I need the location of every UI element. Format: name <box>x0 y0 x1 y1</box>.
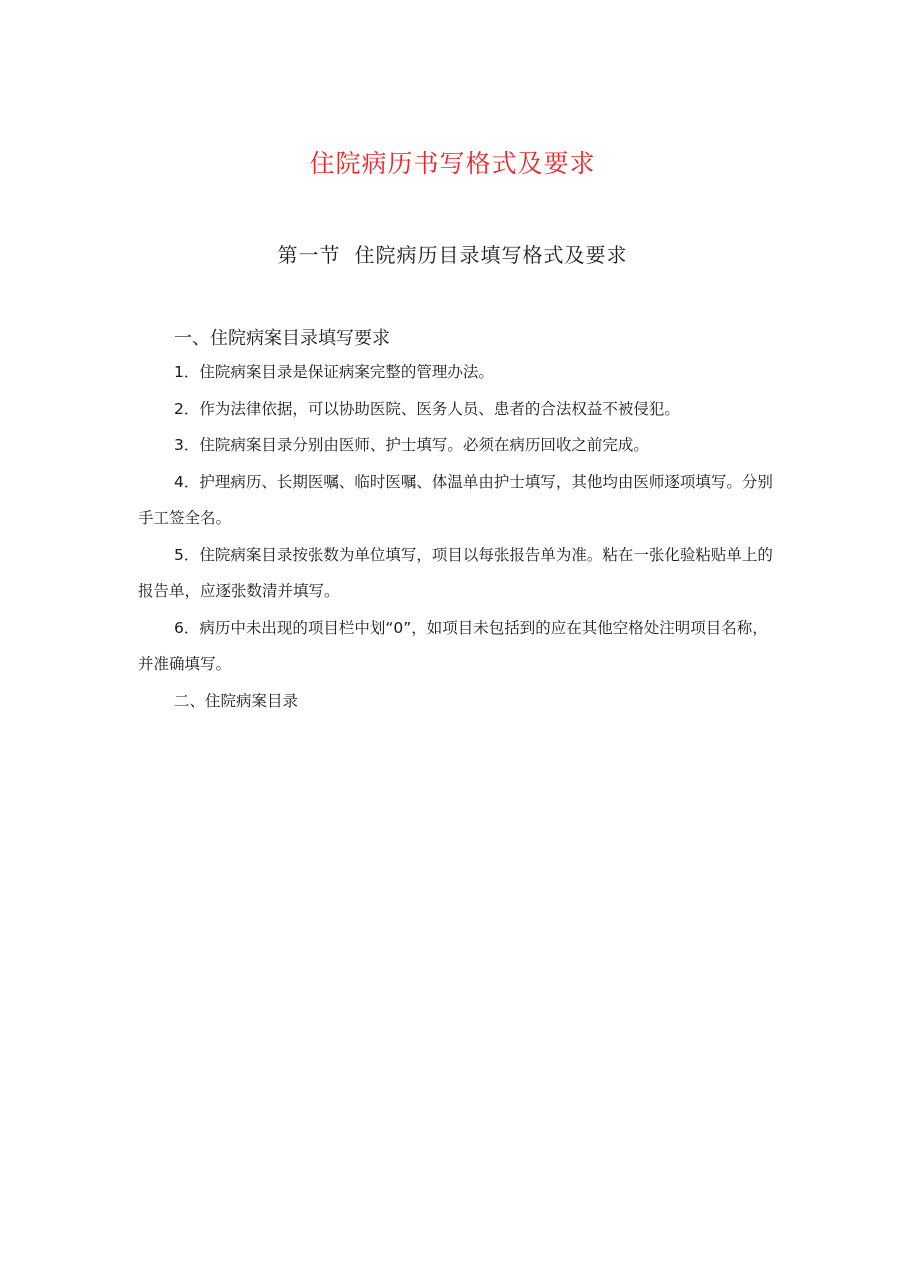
requirement-item-4: 4．护理病历、长期医嘱、临时医嘱、体温单由护士填写，其他均由医师逐项填写。分别手工签全名。 <box>138 472 773 527</box>
section-title: 住院病历目录填写格式及要求 <box>354 243 628 267</box>
requirement-item-5: 5．住院病案目录按张数为单位填写，项目以每张报告单为准。粘在一张化验粘贴单上的报告单，应逐张数清并填写。 <box>138 545 773 600</box>
document-title: 住院病历书写格式及要求 <box>309 149 596 178</box>
requirement-item-3: 3．住院病案目录分别由医师、护士填写。必须在病历回收之前完成。 <box>174 436 649 454</box>
requirement-item-1: 1．住院病案目录是保证病案完整的管理办法。 <box>174 363 494 381</box>
section-heading <box>0 240 905 270</box>
document-body <box>138 324 776 719</box>
subsection-heading-requirements: 一、住院病案目录填写要求 <box>174 328 390 349</box>
section-number: 第一节 <box>277 243 341 267</box>
subsection-heading-catalog: 二、住院病案目录 <box>174 691 299 710</box>
requirement-item-6: 6．病历中未出现的项目栏中划“0”，如项目未包括到的应在其他空格处注明项目名称，并准确填写。 <box>138 618 768 673</box>
requirement-item-2: 2．作为法律依据，可以协助医院、医务人员、患者的合法权益不被侵犯。 <box>174 399 680 418</box>
